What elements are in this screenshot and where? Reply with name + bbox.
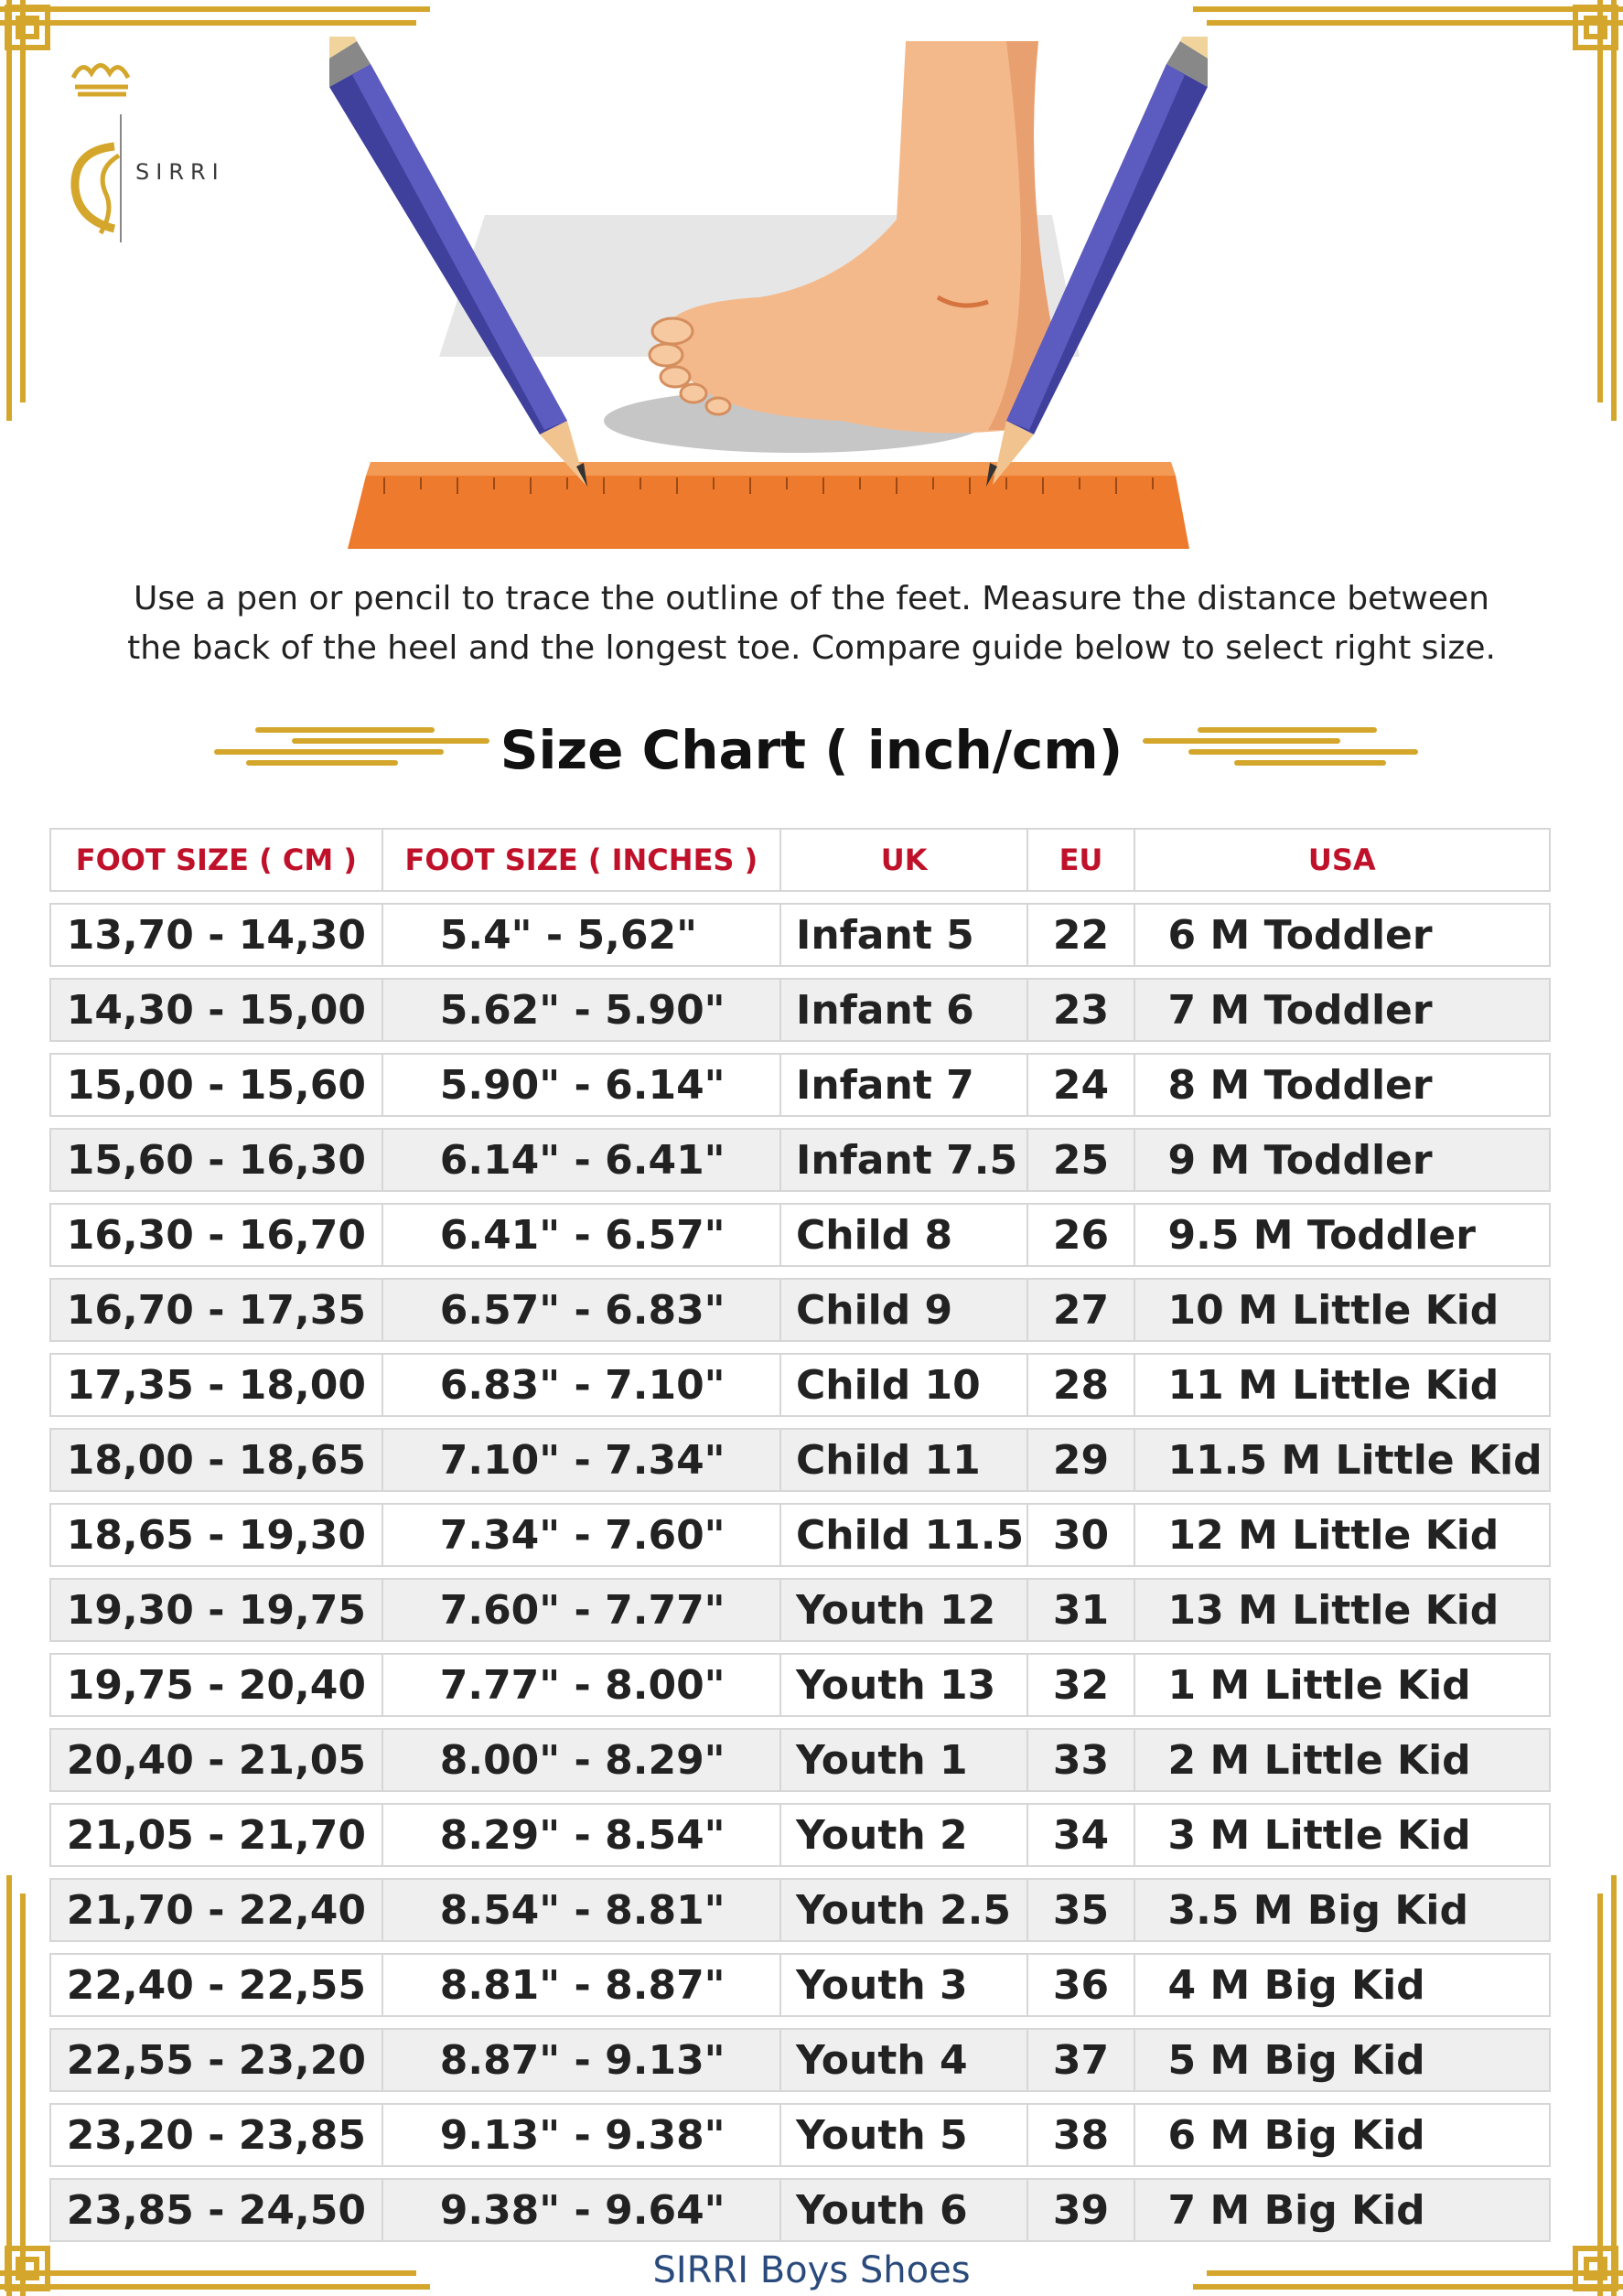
footer-brand-caption: SIRRI Boys Shoes: [652, 2249, 971, 2291]
cell-usa: 3.5 M Big Kid: [1134, 1878, 1551, 1942]
cell-usa: 6 M Big Kid: [1134, 2103, 1551, 2167]
cell-cm: 22,55 - 23,20: [49, 2028, 382, 2092]
cell-cm: 18,65 - 19,30: [49, 1503, 382, 1567]
cell-cm: 19,30 - 19,75: [49, 1578, 382, 1642]
instructions-line-2: the back of the heel and the longest toe. Compare guide below to select right size.: [127, 629, 1496, 667]
table-row: [49, 1278, 1551, 1342]
header-foot-size-inches: FOOT SIZE ( INCHES ): [382, 828, 779, 892]
table-row: [49, 1953, 1551, 2017]
cell-inches: 9.13" - 9.38": [382, 2103, 779, 2167]
cell-uk: Youth 5: [779, 2103, 1026, 2167]
cell-usa: 8 M Toddler: [1134, 1053, 1551, 1117]
cell-uk: Youth 4: [779, 2028, 1026, 2092]
cell-eu: 25: [1026, 1128, 1133, 1192]
cell-uk: Youth 2.5: [779, 1878, 1026, 1942]
size-chart-title-bar: [0, 709, 1623, 791]
cell-usa: 13 M Little Kid: [1134, 1578, 1551, 1642]
cell-eu: 23: [1026, 978, 1133, 1042]
cell-uk: Youth 3: [779, 1953, 1026, 2017]
cell-eu: 24: [1026, 1053, 1133, 1117]
cell-inches: 7.34" - 7.60": [382, 1503, 779, 1567]
cell-usa: 4 M Big Kid: [1134, 1953, 1551, 2017]
cell-inches: 6.57" - 6.83": [382, 1278, 779, 1342]
table-row: [49, 1428, 1551, 1492]
cell-usa: 6 M Toddler: [1134, 903, 1551, 967]
cell-uk: Child 10: [779, 1353, 1026, 1417]
cell-usa: 11 M Little Kid: [1134, 1353, 1551, 1417]
cell-usa: 11.5 M Little Kid: [1134, 1428, 1551, 1492]
cell-uk: Infant 5: [779, 903, 1026, 967]
cell-uk: Child 8: [779, 1203, 1026, 1267]
cell-cm: 21,70 - 22,40: [49, 1878, 382, 1942]
cell-usa: 3 M Little Kid: [1134, 1803, 1551, 1867]
cell-uk: Youth 6: [779, 2178, 1026, 2242]
table-row: [49, 903, 1551, 967]
cell-uk: Child 11: [779, 1428, 1026, 1492]
table-row: [49, 1878, 1551, 1942]
cell-cm: 20,40 - 21,05: [49, 1728, 382, 1792]
cell-inches: 7.10" - 7.34": [382, 1428, 779, 1492]
cell-usa: 10 M Little Kid: [1134, 1278, 1551, 1342]
cell-uk: Infant 7: [779, 1053, 1026, 1117]
cell-eu: 36: [1026, 1953, 1133, 2017]
table-row: [49, 1053, 1551, 1117]
table-row: [49, 2028, 1551, 2092]
table-row: [49, 1728, 1551, 1792]
cell-inches: 6.41" - 6.57": [382, 1203, 779, 1267]
header-usa: USA: [1134, 828, 1551, 892]
cell-usa: 2 M Little Kid: [1134, 1728, 1551, 1792]
cell-inches: 8.81" - 8.87": [382, 1953, 779, 2017]
cell-usa: 7 M Big Kid: [1134, 2178, 1551, 2242]
size-chart-table: [49, 817, 1551, 2253]
cell-inches: 7.60" - 7.77": [382, 1578, 779, 1642]
cell-cm: 22,40 - 22,55: [49, 1953, 382, 2017]
cell-inches: 5.90" - 6.14": [382, 1053, 779, 1117]
table-row: [49, 1203, 1551, 1267]
cell-eu: 31: [1026, 1578, 1133, 1642]
cell-uk: Infant 7.5: [779, 1128, 1026, 1192]
cell-cm: 23,85 - 24,50: [49, 2178, 382, 2242]
cell-uk: Youth 2: [779, 1803, 1026, 1867]
table-header-row: [49, 828, 1551, 892]
sirri-logo: [64, 50, 274, 261]
cell-cm: 16,70 - 17,35: [49, 1278, 382, 1342]
header-uk: UK: [779, 828, 1026, 892]
cell-eu: 37: [1026, 2028, 1133, 2092]
cell-cm: 23,20 - 23,85: [49, 2103, 382, 2167]
table-row: [49, 2178, 1551, 2242]
cell-cm: 15,00 - 15,60: [49, 1053, 382, 1117]
cell-inches: 5.4" - 5,62": [382, 903, 779, 967]
table-row: [49, 1353, 1551, 1417]
cell-eu: 35: [1026, 1878, 1133, 1942]
cell-uk: Infant 6: [779, 978, 1026, 1042]
cell-eu: 29: [1026, 1428, 1133, 1492]
table-row: [49, 978, 1551, 1042]
cell-eu: 26: [1026, 1203, 1133, 1267]
table-row: [49, 1803, 1551, 1867]
instructions-line-1: Use a pen or pencil to trace the outline of the feet. Measure the distance between: [134, 580, 1489, 617]
ruler: [348, 476, 1189, 549]
cell-usa: 9.5 M Toddler: [1134, 1203, 1551, 1267]
cell-cm: 16,30 - 16,70: [49, 1203, 382, 1267]
header-foot-size-cm: FOOT SIZE ( CM ): [49, 828, 382, 892]
cell-eu: 30: [1026, 1503, 1133, 1567]
cell-inches: 8.87" - 9.13": [382, 2028, 779, 2092]
cell-eu: 39: [1026, 2178, 1133, 2242]
cell-uk: Child 11.5: [779, 1503, 1026, 1567]
cell-usa: 5 M Big Kid: [1134, 2028, 1551, 2092]
cell-eu: 32: [1026, 1653, 1133, 1717]
cell-inches: 5.62" - 5.90": [382, 978, 779, 1042]
cell-eu: 38: [1026, 2103, 1133, 2167]
cell-inches: 6.14" - 6.41": [382, 1128, 779, 1192]
cell-inches: 8.29" - 8.54": [382, 1803, 779, 1867]
gold-lines-right-decoration: [1127, 723, 1420, 778]
brand-name: SIRRI: [135, 159, 225, 185]
cell-usa: 7 M Toddler: [1134, 978, 1551, 1042]
cell-inches: 7.77" - 8.00": [382, 1653, 779, 1717]
cell-inches: 8.00" - 8.29": [382, 1728, 779, 1792]
cell-usa: 1 M Little Kid: [1134, 1653, 1551, 1717]
cell-eu: 28: [1026, 1353, 1133, 1417]
cell-eu: 27: [1026, 1278, 1133, 1342]
table-row: [49, 1503, 1551, 1567]
cell-eu: 33: [1026, 1728, 1133, 1792]
table-row: [49, 2103, 1551, 2167]
table-row: [49, 1653, 1551, 1717]
cell-uk: Child 9: [779, 1278, 1026, 1342]
cell-inches: 6.83" - 7.10": [382, 1353, 779, 1417]
cell-cm: 17,35 - 18,00: [49, 1353, 382, 1417]
cell-usa: 12 M Little Kid: [1134, 1503, 1551, 1567]
cell-cm: 21,05 - 21,70: [49, 1803, 382, 1867]
foot-measuring-illustration: [329, 37, 1208, 558]
page-title: Size Chart ( inch/cm): [500, 719, 1123, 781]
cell-uk: Youth 1: [779, 1728, 1026, 1792]
cell-eu: 34: [1026, 1803, 1133, 1867]
measuring-instructions: [37, 574, 1586, 673]
cell-inches: 8.54" - 8.81": [382, 1878, 779, 1942]
cell-cm: 18,00 - 18,65: [49, 1428, 382, 1492]
cell-inches: 9.38" - 9.64": [382, 2178, 779, 2242]
header-eu: EU: [1026, 828, 1133, 892]
table-row: [49, 1128, 1551, 1192]
cell-usa: 9 M Toddler: [1134, 1128, 1551, 1192]
cell-eu: 22: [1026, 903, 1133, 967]
cell-cm: 15,60 - 16,30: [49, 1128, 382, 1192]
cell-cm: 19,75 - 20,40: [49, 1653, 382, 1717]
table-row: [49, 1578, 1551, 1642]
cell-uk: Youth 12: [779, 1578, 1026, 1642]
cell-uk: Youth 13: [779, 1653, 1026, 1717]
cell-cm: 13,70 - 14,30: [49, 903, 382, 967]
cell-cm: 14,30 - 15,00: [49, 978, 382, 1042]
